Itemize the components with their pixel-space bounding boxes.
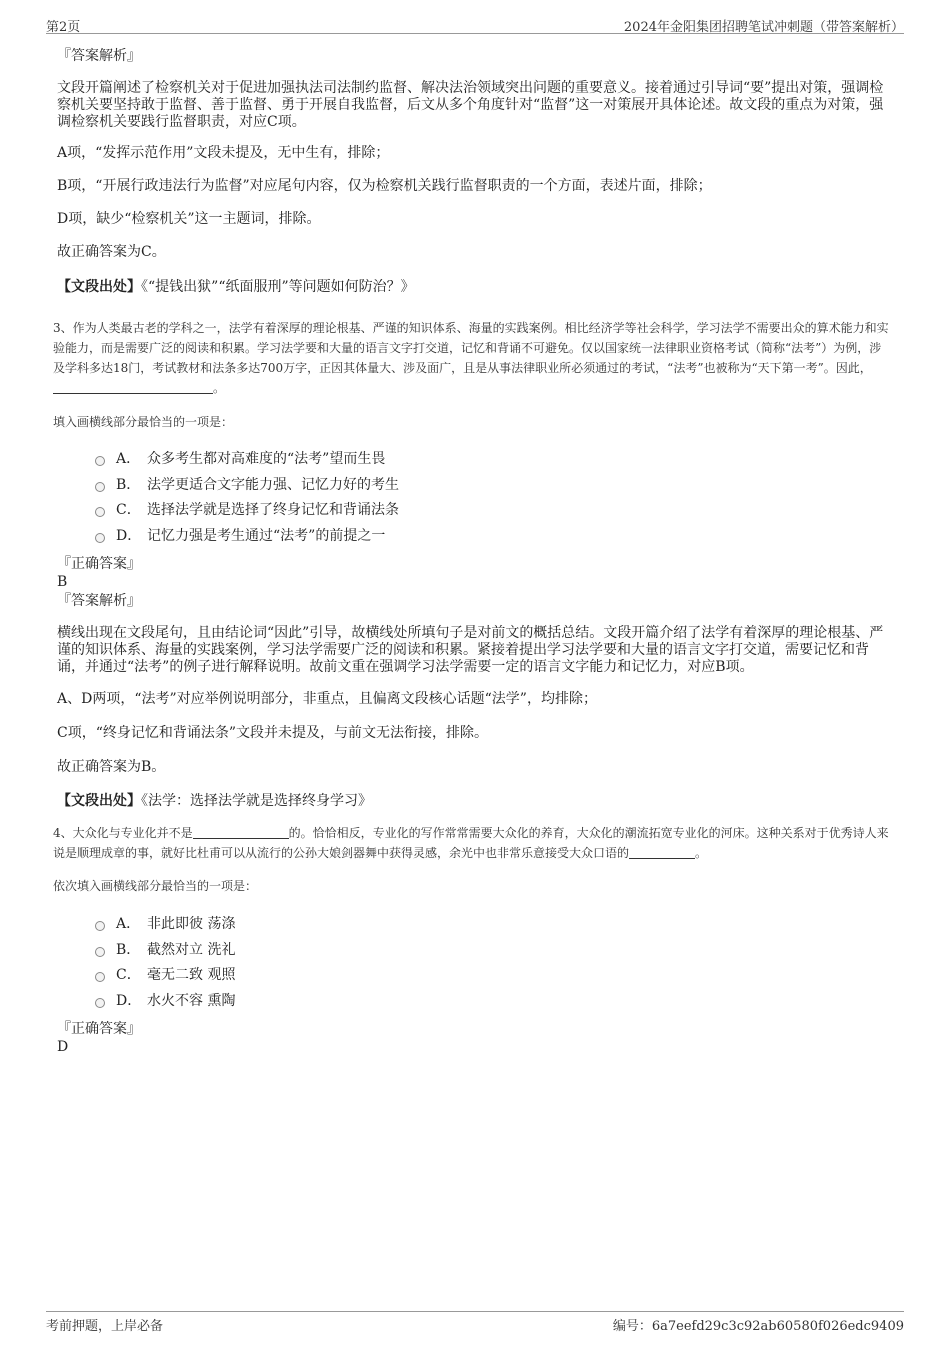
correct-answer-label: 『正确答案』 <box>57 556 141 572</box>
radio-icon[interactable] <box>95 482 105 492</box>
question-stem <box>53 318 892 398</box>
source-title: 《法学：选择法学就是选择终身学习》 <box>141 793 372 809</box>
fill-blank <box>53 380 213 394</box>
option-d[interactable] <box>95 524 892 550</box>
analysis-paragraph: 故正确答案为B。 <box>57 759 166 775</box>
source-citation <box>57 278 892 297</box>
radio-icon[interactable] <box>95 998 105 1008</box>
option-text: 记忆力强是考生通过“法考”的前提之一 <box>147 527 386 544</box>
question-4 <box>53 823 892 1056</box>
correct-answer-value: D <box>57 1039 69 1055</box>
page-content <box>53 47 892 1056</box>
question-3 <box>53 318 892 811</box>
option-a[interactable] <box>95 447 892 473</box>
source-citation <box>57 792 892 811</box>
option-letter: D． <box>116 992 142 1009</box>
option-c[interactable] <box>95 498 892 524</box>
page-footer <box>46 1311 904 1334</box>
analysis-paragraph: 横线出现在文段尾句，且由结论词“因此”引导，故横线处所填句子是对前文的概括总结。文段开篇介绍了法学有着深厚的理论根基、严谨的知识体系、海量的实践案例，学习法学需要广泛的阅读和积累。紧接着提出学习法学要和大量的语言文字打交道，需要记忆和背诵，并通过“法考”的例子进行解释说明。故前文重在强调学习法学需要一定的语言文字能力和记忆力，对应B项。 <box>57 625 884 675</box>
question-2-analysis <box>57 47 892 297</box>
page-header <box>46 14 904 34</box>
question-stem <box>53 823 892 863</box>
radio-icon[interactable] <box>95 972 105 982</box>
radio-icon[interactable] <box>95 533 105 543</box>
analysis-paragraph: C项，“终身记忆和背诵法条”文段并未提及，与前文无法衔接，排除。 <box>57 725 489 741</box>
option-letter: A． <box>116 451 141 467</box>
fill-blank <box>629 845 695 859</box>
source-title: 《“提钱出狱”“纸面服刑”等问题如何防治？》 <box>141 279 415 295</box>
source-label: 【文段出处】 <box>57 793 141 809</box>
question-stem-text: 的。恰恰相反，专业化的写作常常需要大众化的养育，大众化的潮流拓宽专业化的河床。这种关系对于优秀诗人来说是顺理成章的事，就好比杜甫可以从流行的公孙大娘剑器舞中获得灵感，余光中也非常乐意接受大众口语的 <box>53 826 889 860</box>
document-title: 2024年金阳集团招聘笔试冲刺题（带答案解析） <box>623 20 904 35</box>
option-c[interactable] <box>95 963 892 989</box>
option-b[interactable] <box>95 473 892 499</box>
question-prompt: 填入画横线部分最恰当的一项是： <box>53 415 234 429</box>
radio-icon[interactable] <box>95 947 105 957</box>
option-text: 众多考生都对高难度的“法考”望而生畏 <box>147 451 386 467</box>
analysis-body <box>57 625 892 776</box>
question-stem-text: 4、大众化与专业化并不是 <box>53 826 193 840</box>
radio-icon[interactable] <box>95 921 105 931</box>
analysis-label: 『答案解析』 <box>57 593 141 609</box>
option-d[interactable] <box>95 989 892 1015</box>
option-letter: C． <box>116 967 141 983</box>
option-text: 法学更适合文字能力强、记忆力好的考生 <box>147 476 399 493</box>
option-letter: B． <box>116 476 141 493</box>
option-b[interactable] <box>95 938 892 964</box>
analysis-paragraph: 文段开篇阐述了检察机关对于促进加强执法司法制约监督、解决法治领域突出问题的重要意义。接着通过引导词“要”提出对策，强调检察机关要坚持敢于监督、善于监督、勇于开展自我监督，后文从多个角度针对“监督”这一对策展开具体论述。故文段的重点为对策，强调检察机关要践行监督职责，对应C项。 <box>57 80 884 130</box>
page-number: 第2页 <box>46 20 81 35</box>
radio-icon[interactable] <box>95 507 105 517</box>
option-text: 选择法学就是选择了终身记忆和背诵法条 <box>147 502 399 518</box>
question-prompt: 依次填入画横线部分最恰当的一项是： <box>53 879 258 893</box>
footer-slogan: 考前押题，上岸必备 <box>46 1319 164 1334</box>
question-stem-text: 3、作为人类最古老的学科之一，法学有着深厚的理论根基、严谨的知识体系、海量的实践案例。相比经济学等社会科学，学习法学不需要出众的算术能力和实验能力，而是需要广泛的阅读和积累。学习法学要和大量的语言文字打交道，记忆和背诵不可避免。仅以国家统一法律职业资格考试（简称“法考”）为例，涉及学科多达18门，考试教材和法条多达700万字，正因其体量大、涉及面广，且是从事法律职业所必须通过的考试，“法考”也被称为“天下第一考”。因此， <box>53 321 889 375</box>
option-a[interactable] <box>95 912 892 938</box>
question-stem-end: 。 <box>213 381 226 395</box>
analysis-paragraph: B项，“开展行政违法行为监督”对应尾句内容，仅为检察机关践行监督职责的一个方面，表述片面，排除； <box>57 178 712 194</box>
option-letter: D． <box>116 527 142 544</box>
analysis-paragraph: 故正确答案为C。 <box>57 244 166 260</box>
question-stem-end: 。 <box>695 846 708 860</box>
option-letter: B． <box>116 941 141 958</box>
option-list <box>95 912 892 1014</box>
analysis-label: 『答案解析』 <box>57 48 141 64</box>
analysis-paragraph: D项，缺少“检察机关”这一主题词，排除。 <box>57 211 321 227</box>
option-text: 非此即彼 荡涤 <box>147 916 236 932</box>
footer-code: 编号：6a7eefd29c3c92ab60580f026edc9409 <box>612 1319 904 1334</box>
option-text: 毫无二致 观照 <box>147 967 236 983</box>
correct-answer-value: B <box>57 574 68 590</box>
option-text: 水火不容 熏陶 <box>147 992 236 1009</box>
fill-blank <box>193 825 289 839</box>
option-list <box>95 447 892 549</box>
option-text: 截然对立 洗礼 <box>147 941 236 958</box>
correct-answer-label: 『正确答案』 <box>57 1021 141 1037</box>
radio-icon[interactable] <box>95 456 105 466</box>
option-letter: A． <box>116 916 141 932</box>
source-label: 【文段出处】 <box>57 279 141 295</box>
analysis-body <box>57 80 892 261</box>
option-letter: C． <box>116 502 141 518</box>
analysis-paragraph: A、D两项，“法考”对应举例说明部分，非重点，且偏离文段核心话题“法学”，均排除； <box>57 691 597 707</box>
analysis-paragraph: A项，“发挥示范作用”文段未提及，无中生有，排除； <box>57 145 390 161</box>
